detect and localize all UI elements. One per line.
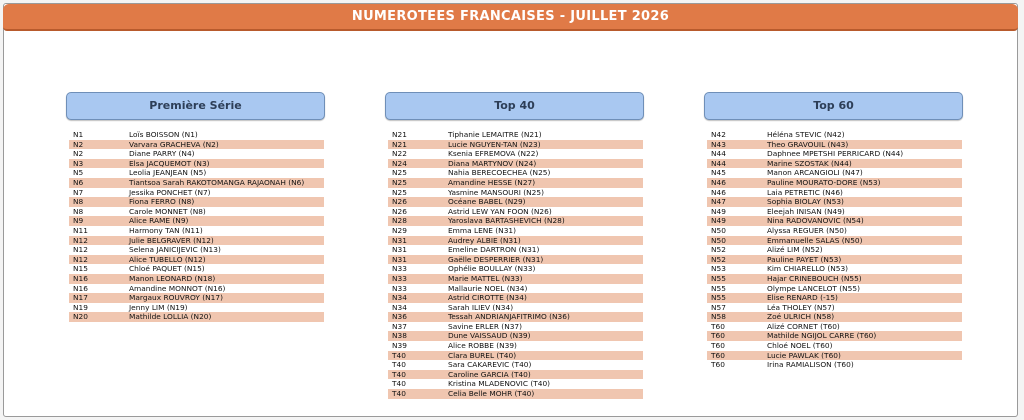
ranking-code: N31	[392, 254, 407, 264]
list-item	[69, 188, 324, 198]
list-item	[69, 274, 324, 284]
player-name: Manon ARCANGIOLI (N47)	[767, 168, 863, 178]
list-item	[388, 197, 643, 207]
player-name: Diane PARRY (N4)	[129, 149, 195, 159]
ranking-code: N53	[711, 264, 726, 274]
list-item	[388, 178, 643, 188]
list-item	[707, 360, 962, 370]
ranking-code: N47	[711, 197, 726, 207]
ranking-code: N34	[392, 302, 407, 312]
ranking-code: N33	[392, 283, 407, 293]
ranking-code: T60	[711, 350, 725, 360]
ranking-code: N15	[73, 264, 88, 274]
ranking-code: N16	[73, 283, 88, 293]
ranking-code: T40	[392, 360, 406, 370]
ranking-code: T60	[711, 331, 725, 341]
ranking-code: N17	[73, 293, 88, 303]
column-header: Première Série	[66, 92, 325, 120]
column-header: Top 40	[385, 92, 644, 120]
column-top-40	[388, 92, 643, 399]
player-name: Celia Belle MOHR (T40)	[448, 389, 535, 399]
player-name: Chloé NOEL (T60)	[767, 341, 833, 351]
ranking-code: N34	[392, 293, 407, 303]
ranking-code: N6	[73, 177, 84, 187]
list-item	[707, 293, 962, 303]
list-item	[69, 303, 324, 313]
player-name: Alyssa REGUER (N50)	[767, 225, 847, 235]
ranking-code: N36	[392, 312, 407, 322]
player-name: Emmanuelle SALAS (N50)	[767, 235, 863, 245]
player-name: Lucie PAWLAK (T60)	[767, 350, 841, 360]
ranking-code: T40	[392, 389, 406, 399]
player-name: Yaroslava BARTASHEVICH (N28)	[448, 216, 565, 226]
ranking-code: N31	[392, 235, 407, 245]
ranking-code: T40	[392, 379, 406, 389]
ranking-code: N49	[711, 206, 726, 216]
player-name: Margaux ROUVROY (N17)	[129, 293, 223, 303]
ranking-code: N21	[392, 139, 407, 149]
list-item	[707, 197, 962, 207]
player-name: Caroline GARCIA (T40)	[448, 369, 531, 379]
ranking-code: N2	[73, 139, 84, 149]
ranking-code: N5	[73, 168, 84, 178]
ranking-code: N12	[73, 245, 88, 255]
list-item	[707, 322, 962, 332]
list-item	[707, 226, 962, 236]
player-name: Nahia BERECOECHEA (N25)	[448, 168, 551, 178]
ranking-code: N8	[73, 197, 84, 207]
list-item	[707, 236, 962, 246]
ranking-code: N33	[392, 264, 407, 274]
list-item	[69, 130, 324, 140]
player-name: Mathilde LOLLIA (N20)	[129, 312, 212, 322]
ranking-code: T40	[392, 369, 406, 379]
list-item	[69, 168, 324, 178]
ranking-code: N24	[392, 158, 407, 168]
player-name: Gaëlle DESPERRIER (N31)	[448, 254, 544, 264]
list-item	[388, 293, 643, 303]
player-name: Diana MARTYNOV (N24)	[448, 158, 537, 168]
player-name: Amandine MONNOT (N16)	[129, 283, 226, 293]
player-name: Daphnee MPETSHI PERRICARD (N44)	[767, 149, 904, 159]
ranking-list	[707, 130, 962, 370]
ranking-code: N2	[73, 149, 84, 159]
player-name: Pauline MOURATO-DORE (N53)	[767, 177, 881, 187]
ranking-code: N31	[392, 245, 407, 255]
player-name: Sophia BIOLAY (N53)	[767, 197, 844, 207]
list-item	[69, 140, 324, 150]
ranking-list	[388, 130, 643, 399]
player-name: Eleejah INISAN (N49)	[767, 206, 845, 216]
ranking-code: N11	[73, 225, 88, 235]
list-item	[69, 197, 324, 207]
player-name: Elsa JACQUEMOT (N3)	[129, 158, 210, 168]
player-name: Alice TUBELLO (N12)	[129, 254, 206, 264]
player-name: Kristina MLADENOVIC (T40)	[448, 379, 551, 389]
player-name: Marie MATTEL (N33)	[448, 273, 523, 283]
player-name: Carole MONNET (N8)	[129, 206, 206, 216]
player-name: Astrid LEW YAN FOON (N26)	[448, 206, 552, 216]
list-item	[69, 245, 324, 255]
player-name: Astrid CIROTTE (N34)	[448, 293, 527, 303]
ranking-code: N25	[392, 187, 407, 197]
list-item	[69, 216, 324, 226]
ranking-code: T40	[392, 350, 406, 360]
ranking-code: T60	[711, 360, 725, 370]
ranking-code: N55	[711, 273, 726, 283]
ranking-code: N50	[711, 225, 726, 235]
player-name: Dune VAISSAUD (N39)	[448, 331, 531, 341]
list-item	[388, 312, 643, 322]
player-name: Olympe LANCELOT (N55)	[767, 283, 860, 293]
list-item	[388, 130, 643, 140]
ranking-code: N45	[711, 168, 726, 178]
ranking-code: N38	[392, 331, 407, 341]
player-name: Hajar CRINEBOUCH (N55)	[767, 273, 862, 283]
player-name: Océane BABEL (N29)	[448, 197, 526, 207]
list-item	[388, 370, 643, 380]
player-name: Kim CHIARELLO (N53)	[767, 264, 849, 274]
player-name: Yasmine MANSOURI (N25)	[448, 187, 544, 197]
ranking-code: N12	[73, 235, 88, 245]
ranking-code: N7	[73, 187, 84, 197]
player-name: Alice ROBBE (N39)	[448, 341, 517, 351]
ranking-code: N25	[392, 168, 407, 178]
list-item	[69, 255, 324, 265]
list-item	[707, 188, 962, 198]
ranking-code: N52	[711, 245, 726, 255]
player-name: Julie BELGRAVER (N12)	[129, 235, 214, 245]
player-name: Léa THOLEY (N57)	[767, 302, 835, 312]
player-name: Alizé CORNET (T60)	[767, 321, 840, 331]
list-item	[388, 216, 643, 226]
list-item	[388, 379, 643, 389]
player-name: Fiona FERRO (N8)	[129, 197, 195, 207]
ranking-code: N42	[711, 130, 726, 139]
list-item	[707, 245, 962, 255]
list-item	[69, 284, 324, 294]
list-item	[707, 130, 962, 140]
player-name: Ophélie BOULLAY (N33)	[448, 264, 536, 274]
ranking-code: N46	[711, 187, 726, 197]
ranking-code: N12	[73, 254, 88, 264]
player-name: Sarah ILIEV (N34)	[448, 302, 514, 312]
player-name: Savine ERLER (N37)	[448, 321, 523, 331]
player-name: Leolia JEANJEAN (N5)	[129, 168, 207, 178]
list-item	[69, 159, 324, 169]
ranking-code: N28	[392, 216, 407, 226]
player-name: Theo GRAVOUIL (N43)	[767, 139, 849, 149]
ranking-code: N52	[711, 254, 726, 264]
list-item	[388, 149, 643, 159]
list-item	[707, 149, 962, 159]
list-item	[388, 322, 643, 332]
ranking-list	[69, 130, 324, 322]
ranking-code: N1	[73, 130, 84, 139]
list-item	[69, 312, 324, 322]
list-item	[707, 331, 962, 341]
player-name: Alizé LIM (N52)	[767, 245, 823, 255]
ranking-code: N8	[73, 206, 84, 216]
list-item	[69, 264, 324, 274]
ranking-code: N37	[392, 321, 407, 331]
list-item	[388, 284, 643, 294]
player-name: Harmony TAN (N11)	[129, 225, 203, 235]
ranking-code: T60	[711, 341, 725, 351]
ranking-code: N29	[392, 225, 407, 235]
list-item	[707, 284, 962, 294]
list-item	[388, 351, 643, 361]
player-name: Mathilde NGIJOL CARRE (T60)	[767, 331, 877, 341]
column-header: Top 60	[704, 92, 963, 120]
list-item	[388, 360, 643, 370]
column-premiere-serie	[69, 92, 324, 322]
ranking-code: N58	[711, 312, 726, 322]
ranking-code: N46	[711, 177, 726, 187]
player-name: Amandine HESSE (N27)	[448, 177, 536, 187]
ranking-code: T60	[711, 321, 725, 331]
ranking-code: N26	[392, 206, 407, 216]
list-item	[707, 207, 962, 217]
player-name: Chloé PAQUET (N15)	[129, 264, 205, 274]
player-name: Irina RAMIALISON (T60)	[767, 360, 854, 370]
ranking-code: N22	[392, 149, 407, 159]
list-item	[388, 159, 643, 169]
player-name: Manon LEONARD (N18)	[129, 273, 216, 283]
list-item	[707, 341, 962, 351]
ranking-code: N21	[392, 130, 407, 139]
player-name: Sara CAKAREVIC (T40)	[448, 360, 532, 370]
ranking-code: N43	[711, 139, 726, 149]
list-item	[69, 236, 324, 246]
list-item	[388, 274, 643, 284]
list-item	[707, 274, 962, 284]
list-item	[388, 331, 643, 341]
player-name: Pauline PAYET (N53)	[767, 254, 842, 264]
player-name: Nina RADOVANOVIC (N54)	[767, 216, 864, 226]
list-item	[388, 303, 643, 313]
player-name: Emeline DARTRON (N31)	[448, 245, 540, 255]
list-item	[388, 341, 643, 351]
player-name: Lucie NGUYEN-TAN (N23)	[448, 139, 541, 149]
ranking-code: N50	[711, 235, 726, 245]
list-item	[707, 255, 962, 265]
list-item	[69, 207, 324, 217]
list-item	[707, 312, 962, 322]
player-name: Emma LENE (N31)	[448, 225, 516, 235]
player-name: Jenny LIM (N19)	[129, 302, 188, 312]
player-name: Tiphanie LEMAITRE (N21)	[448, 130, 542, 139]
column-top-60	[707, 92, 962, 370]
ranking-code: N57	[711, 302, 726, 312]
list-item	[388, 255, 643, 265]
player-name: Alice RAME (N9)	[129, 216, 189, 226]
list-item	[707, 303, 962, 313]
ranking-code: N25	[392, 177, 407, 187]
ranking-code: N49	[711, 216, 726, 226]
list-item	[69, 293, 324, 303]
player-name: Mallaurie NOEL (N34)	[448, 283, 528, 293]
list-item	[388, 168, 643, 178]
list-item	[707, 216, 962, 226]
player-name: Laia PETRETIC (N46)	[767, 187, 843, 197]
ranking-code: N55	[711, 283, 726, 293]
list-item	[707, 140, 962, 150]
player-name: Zoé ULRICH (N58)	[767, 312, 835, 322]
ranking-code: N44	[711, 158, 726, 168]
list-item	[388, 188, 643, 198]
ranking-code: N44	[711, 149, 726, 159]
player-name: Audrey ALBIE (N31)	[448, 235, 521, 245]
page-title: NUMEROTEES FRANCAISES - JUILLET 2026	[3, 4, 1018, 31]
player-name: Héléna STEVIC (N42)	[767, 130, 845, 139]
list-item	[69, 226, 324, 236]
list-item	[707, 178, 962, 188]
ranking-code: N16	[73, 273, 88, 283]
ranking-code: N3	[73, 158, 84, 168]
list-item	[388, 245, 643, 255]
list-item	[388, 264, 643, 274]
player-name: Jessika PONCHET (N7)	[129, 187, 211, 197]
player-name: Selena JANICIJEVIC (N13)	[129, 245, 221, 255]
player-name: Loïs BOISSON (N1)	[129, 130, 198, 139]
ranking-code: N20	[73, 312, 88, 322]
player-name: Tessah ANDRIANJAFITRIMO (N36)	[448, 312, 570, 322]
player-name: Varvara GRACHEVA (N2)	[129, 139, 219, 149]
ranking-code: N33	[392, 273, 407, 283]
list-item	[69, 178, 324, 188]
ranking-code: N19	[73, 302, 88, 312]
player-name: Clara BUREL (T40)	[448, 350, 517, 360]
player-name: Marine SZOSTAK (N44)	[767, 158, 852, 168]
list-item	[69, 149, 324, 159]
list-item	[707, 351, 962, 361]
list-item	[707, 168, 962, 178]
list-item	[388, 389, 643, 399]
ranking-code: N55	[711, 293, 726, 303]
list-item	[707, 264, 962, 274]
list-item	[388, 236, 643, 246]
player-name: Elise RENARD (-15)	[767, 293, 838, 303]
list-item	[388, 207, 643, 217]
list-item	[388, 226, 643, 236]
ranking-code: N39	[392, 341, 407, 351]
player-name: Tiantsoa Sarah RAKOTOMANGA RAJAONAH (N6)	[129, 177, 305, 187]
list-item	[388, 140, 643, 150]
player-name: Ksenia EFREMOVA (N22)	[448, 149, 539, 159]
ranking-code: N26	[392, 197, 407, 207]
ranking-code: N9	[73, 216, 84, 226]
list-item	[707, 159, 962, 169]
